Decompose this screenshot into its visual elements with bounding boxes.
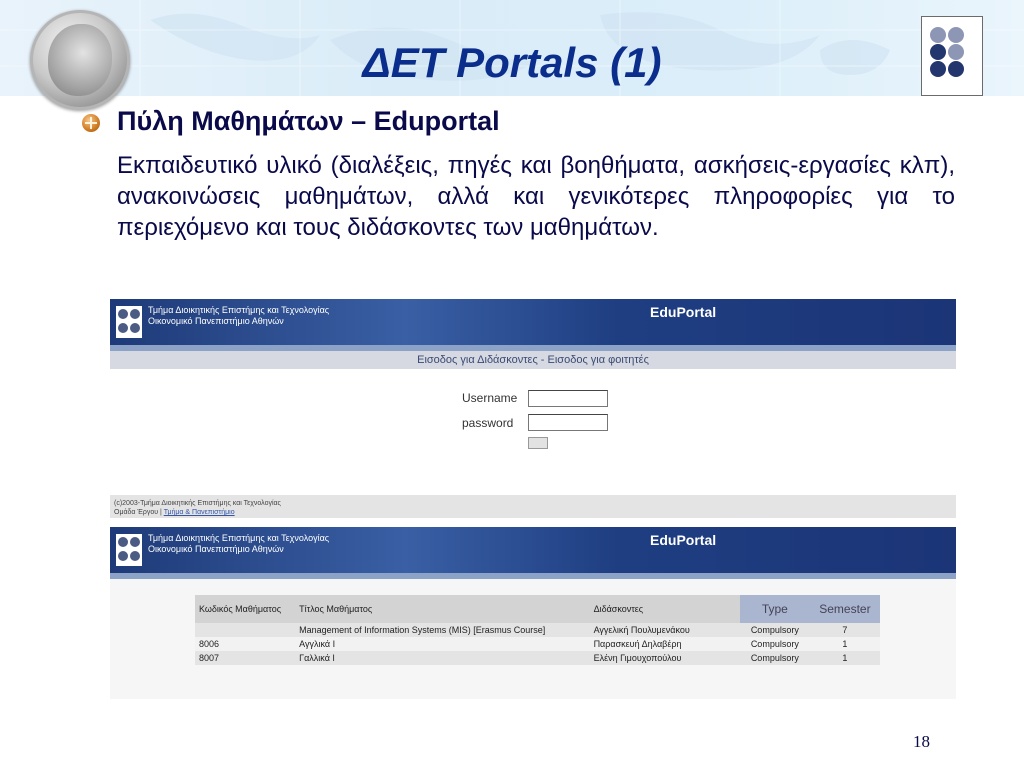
eduportal-title: EduPortal: [650, 304, 717, 320]
banner-department-text: [148, 533, 329, 555]
username-label: Username: [462, 391, 518, 405]
courses-table: [195, 595, 880, 665]
cell-type: Compulsory: [740, 651, 810, 665]
password-label: password: [462, 416, 514, 430]
table-row[interactable]: [195, 623, 880, 637]
banner-line-1: Τμήμα Διοικητικής Επιστήμης και Τεχνολογίας: [148, 533, 330, 543]
login-submit-button[interactable]: [528, 437, 548, 449]
cell-code: 8006: [195, 637, 295, 651]
footer-copyright: (c)2003-Τμήμα Διοικητικής Επιστήμης και Τεχνολογίας: [114, 500, 281, 507]
col-header-instructors[interactable]: Διδάσκοντες: [590, 595, 740, 623]
banner-line-2: Οικονομικό Πανεπιστήμιο Αθηνών: [148, 544, 284, 554]
col-header-semester[interactable]: Semester: [810, 595, 880, 623]
bullet-description: Εκπαιδευτικό υλικό (διαλέξεις, πηγές και βοηθήματα, ασκήσεις-εργασίες κλπ), ανακοινώσεις μαθημάτων, αλλά και γενικότερες πληροφορίες για το περιεχόμενο και τους διδάσκοντες των μαθημάτων.: [117, 152, 955, 241]
col-header-title[interactable]: Τίτλος Μαθήματος: [295, 595, 589, 623]
bullet-heading: Πύλη Μαθημάτων – Eduportal: [117, 106, 500, 136]
banner-line-2: Οικονομικό Πανεπιστήμιο Αθηνών: [148, 316, 284, 326]
cell-title[interactable]: Management of Information Systems (MIS) [Erasmus Course]: [295, 623, 589, 637]
banner-department-text: [148, 305, 329, 327]
cell-instructor: Παρασκευή Δηλαβέρη: [590, 637, 740, 651]
cell-code: [195, 623, 295, 637]
cell-instructor: Ελένη Γιμουχοπούλου: [590, 651, 740, 665]
eduportal-title: EduPortal: [650, 532, 717, 548]
footer-text: [114, 499, 281, 517]
cell-semester: 1: [810, 637, 880, 651]
col-header-code[interactable]: Κωδικός Μαθήματος: [195, 595, 295, 623]
cell-semester: 7: [810, 623, 880, 637]
cell-code: 8007: [195, 651, 295, 665]
table-row[interactable]: [195, 651, 880, 665]
cell-title[interactable]: Αγγλικά I: [295, 637, 589, 651]
eduportal-courses-screenshot: [110, 527, 956, 699]
col-header-type[interactable]: Type: [740, 595, 810, 623]
cell-title[interactable]: Γαλλικά I: [295, 651, 589, 665]
department-logo: [116, 306, 142, 338]
table-row[interactable]: [195, 637, 880, 651]
eduportal-banner: [110, 527, 956, 573]
university-dots-logo: [921, 16, 983, 96]
page-number: 18: [913, 732, 930, 751]
login-type-links[interactable]: Εισοδος για Διδάσκοντες - Εισοδος για φοιτητές: [110, 351, 956, 369]
cell-instructor: Αγγελική Πουλυμενάκου: [590, 623, 740, 637]
department-logo: [116, 534, 142, 566]
slide-title: ΔΕΤ Portals (1): [362, 39, 662, 86]
banner-line-1: Τμήμα Διοικητικής Επιστήμης και Τεχνολογίας: [148, 305, 330, 315]
password-input[interactable]: [528, 414, 608, 431]
cell-semester: 1: [810, 651, 880, 665]
footer-link[interactable]: Τμήμα & Πανεπιστήμιο: [163, 509, 235, 516]
cell-type: Compulsory: [740, 623, 810, 637]
table-header-row: [195, 595, 880, 623]
username-input[interactable]: [528, 390, 608, 407]
cell-type: Compulsory: [740, 637, 810, 651]
eduportal-login-screenshot: [110, 299, 956, 518]
footer-prefix: Ομάδα Έργου |: [114, 509, 162, 516]
orange-bullet-icon: [82, 114, 100, 132]
eduportal-banner: [110, 299, 956, 345]
